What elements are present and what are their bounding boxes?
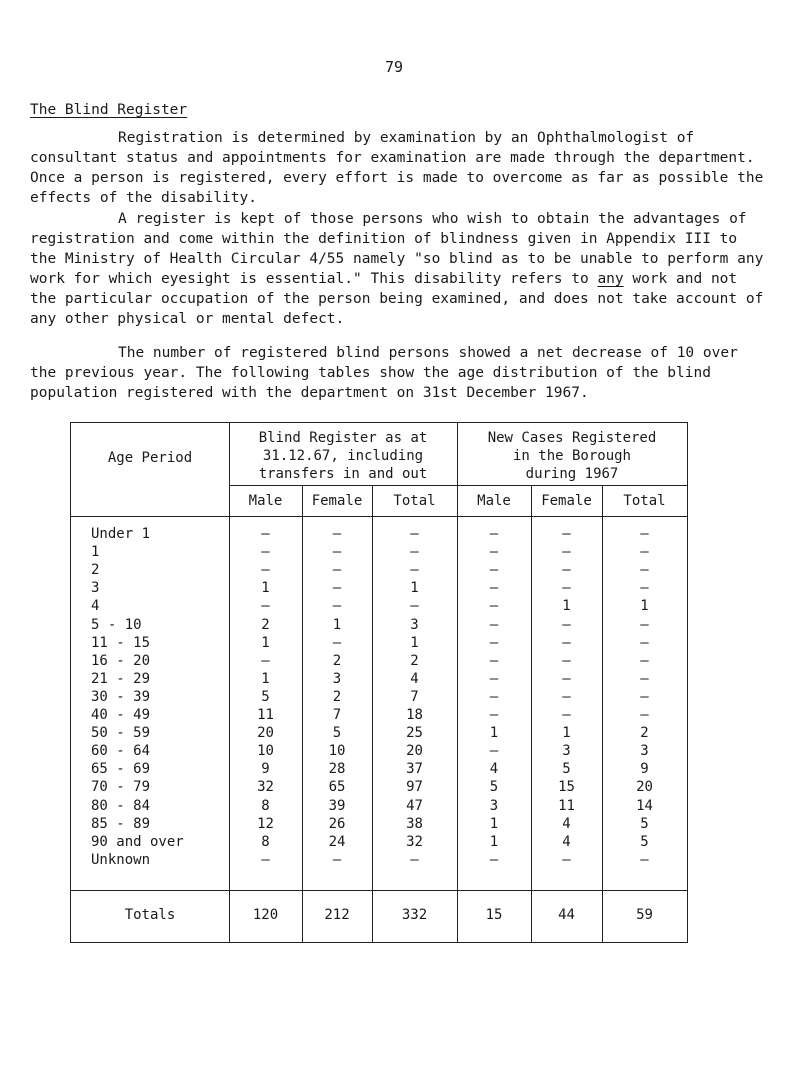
cell-new-male: 3: [489, 797, 499, 814]
col-female-header: Female: [311, 493, 363, 509]
cell-male: 10: [257, 743, 274, 760]
col-new-total-header: Total: [623, 493, 666, 509]
cell-male: 1: [261, 670, 270, 687]
total-total: 332: [401, 907, 428, 923]
age-distribution-table: [70, 422, 688, 943]
cell-new-female: –: [562, 652, 571, 669]
cell-age-period: 16 - 20: [91, 652, 151, 669]
cell-new-male: –: [489, 526, 499, 542]
cell-age-period: 2: [91, 562, 100, 579]
cell-total: –: [410, 598, 419, 615]
cell-female: 28: [328, 761, 346, 778]
cell-new-female: 4: [562, 815, 571, 832]
cell-total: 97: [406, 779, 423, 796]
cell-new-total: –: [640, 707, 649, 723]
table-row: [71, 834, 687, 851]
cell-new-male: –: [489, 707, 499, 723]
cell-total: 18: [406, 707, 423, 723]
cell-male: –: [261, 851, 270, 868]
table-row: [71, 526, 687, 543]
cell-new-female: 4: [562, 833, 571, 850]
cell-total: 3: [410, 616, 419, 633]
cell-female: 2: [332, 652, 342, 669]
total-new-female: 44: [558, 907, 575, 923]
new-cases-header: [457, 429, 687, 483]
cell-female: 10: [328, 743, 346, 760]
cell-age-period: 5 - 10: [91, 616, 142, 633]
cell-female: 39: [328, 797, 346, 814]
col-total-header: Total: [393, 493, 436, 509]
cell-new-male: 1: [489, 815, 499, 832]
cell-total: 20: [406, 743, 423, 760]
cell-new-male: –: [489, 670, 499, 687]
cell-new-total: 20: [636, 779, 653, 796]
table-row: [71, 725, 687, 742]
cell-new-total: –: [640, 616, 649, 633]
cell-male: 32: [257, 779, 274, 796]
cell-new-total: –: [640, 562, 649, 579]
cell-male: 8: [261, 797, 270, 814]
cell-new-female: 5: [562, 761, 571, 778]
cell-male: 1: [261, 580, 270, 597]
cell-new-female: –: [562, 616, 571, 633]
cell-total: 25: [406, 725, 423, 742]
cell-male: 12: [257, 815, 274, 832]
cell-male: 1: [261, 634, 270, 651]
cell-new-male: 4: [489, 761, 499, 778]
table-row: [71, 707, 687, 724]
cell-new-male: –: [489, 634, 499, 651]
header-line: New Cases Registered: [487, 430, 657, 446]
header-line: 31.12.67, including: [262, 448, 424, 464]
paragraph-registration: Registration is determined by examination by an Ophthalmologist of consultant status and appointments for examination are made through the department. Once a person is registered, every effort is made to overcome as far as possible the effects of the disability.: [30, 130, 764, 206]
cell-new-male: 5: [489, 779, 499, 796]
cell-new-total: –: [640, 526, 649, 542]
table-row: [71, 689, 687, 706]
cell-new-female: –: [562, 580, 571, 597]
cell-female: 7: [332, 707, 342, 723]
table-row: [71, 798, 687, 815]
cell-new-total: –: [640, 851, 649, 868]
cell-age-period: 70 - 79: [91, 779, 151, 796]
cell-female: 2: [332, 688, 342, 705]
cell-age-period: 4: [91, 598, 100, 615]
cell-female: –: [332, 851, 342, 868]
cell-male: 11: [257, 707, 274, 723]
cell-new-total: 14: [636, 797, 653, 814]
cell-female: 24: [328, 833, 346, 850]
cell-male: –: [261, 598, 270, 615]
cell-age-period: 3: [91, 580, 100, 597]
cell-new-female: 1: [562, 598, 571, 615]
cell-new-total: –: [640, 688, 649, 705]
cell-total: 2: [410, 652, 419, 669]
cell-new-male: –: [489, 652, 499, 669]
table-row: [71, 580, 687, 597]
cell-age-period: 11 - 15: [91, 634, 151, 651]
paragraph-text-part: A register is kept of those persons who wish to obtain the advantages of registration and come within the definition of blindness given in Appendix III to the Ministry of Health Circular 4/55 namely "so blind as to be unable to perform any work for which eyesight is essential." This disability refers to: [30, 211, 764, 287]
table-divider: [71, 890, 687, 891]
cell-new-male: –: [489, 616, 499, 633]
table-divider: [71, 516, 687, 517]
cell-age-period: 85 - 89: [91, 815, 151, 832]
cell-new-male: –: [489, 562, 499, 579]
cell-male: 2: [261, 616, 270, 633]
cell-female: –: [332, 580, 342, 597]
col-new-male-header: Male: [477, 493, 511, 509]
cell-new-female: –: [562, 688, 571, 705]
header-line: in the Borough: [512, 448, 631, 464]
cell-male: 9: [261, 761, 270, 778]
cell-male: 20: [257, 725, 274, 742]
table-row: [71, 598, 687, 615]
page-number: 79: [385, 58, 404, 76]
cell-age-period: Under 1: [91, 526, 151, 542]
cell-new-female: 15: [558, 779, 575, 796]
cell-female: 5: [332, 725, 342, 742]
cell-female: –: [332, 562, 342, 579]
cell-new-female: –: [562, 544, 571, 561]
cell-new-male: 1: [489, 833, 499, 850]
totals-row: [71, 905, 687, 925]
cell-total: 7: [410, 688, 419, 705]
cell-new-total: 9: [640, 761, 649, 778]
table-row: [71, 779, 687, 796]
cell-age-period: 65 - 69: [91, 761, 151, 778]
cell-female: 1: [332, 616, 342, 633]
table-row: [71, 743, 687, 760]
cell-male: –: [261, 526, 270, 542]
cell-new-male: –: [489, 851, 499, 868]
cell-male: 5: [261, 688, 270, 705]
table-row: [71, 852, 687, 869]
paragraph-text-part: work and not the particular occupation of the person being examined, and does not take account of any other physical or mental defect.: [30, 271, 764, 327]
cell-new-male: –: [489, 580, 499, 597]
cell-male: 8: [261, 833, 270, 850]
paragraph-net-decrease: The number of registered blind persons showed a net decrease of 10 over the previous year. The following tables show the age distribution of the blind population registered with the department on 31st December 1967.: [30, 345, 738, 401]
cell-age-period: 21 - 29: [91, 670, 151, 687]
cell-female: –: [332, 526, 342, 542]
total-male: 120: [252, 907, 279, 923]
cell-new-male: –: [489, 598, 499, 615]
cell-total: –: [410, 526, 419, 542]
col-new-female-header: Female: [541, 493, 592, 509]
total-female: 212: [324, 907, 350, 923]
cell-new-total: 2: [640, 725, 649, 742]
cell-age-period: 80 - 84: [91, 797, 151, 814]
header-line: during 1967: [525, 466, 619, 482]
cell-new-total: –: [640, 652, 649, 669]
blind-register-header: [229, 429, 457, 483]
table-row: [71, 653, 687, 670]
section-heading: The Blind Register: [30, 102, 188, 118]
cell-new-male: –: [489, 688, 499, 705]
cell-new-total: –: [640, 544, 649, 561]
table-row: [71, 562, 687, 579]
cell-female: –: [332, 544, 342, 561]
cell-new-total: 3: [640, 743, 649, 760]
cell-total: 1: [410, 634, 419, 651]
cell-female: 26: [328, 815, 346, 832]
cell-male: –: [261, 652, 270, 669]
cell-new-total: –: [640, 670, 649, 687]
header-line: transfers in and out: [258, 466, 428, 482]
cell-new-female: –: [562, 634, 571, 651]
cell-new-total: 1: [640, 598, 649, 615]
paragraph-register-definition: [30, 209, 770, 329]
table-row: [71, 761, 687, 778]
cell-new-total: –: [640, 580, 649, 597]
cell-total: 47: [406, 797, 423, 814]
cell-male: –: [261, 544, 270, 561]
cell-new-female: –: [562, 562, 571, 579]
cell-male: –: [261, 562, 270, 579]
table-row: [71, 544, 687, 561]
cell-female: 3: [332, 670, 342, 687]
cell-age-period: Unknown: [91, 851, 151, 868]
cell-age-period: 60 - 64: [91, 743, 151, 760]
cell-female: –: [332, 634, 342, 651]
cell-total: –: [410, 544, 419, 561]
totals-label: Totals: [124, 907, 176, 923]
cell-female: –: [332, 598, 342, 615]
table-row: [71, 617, 687, 634]
cell-new-male: –: [489, 743, 499, 760]
cell-new-female: –: [562, 526, 571, 542]
table-row: [71, 635, 687, 652]
cell-total: 37: [406, 761, 423, 778]
cell-age-period: 40 - 49: [91, 707, 151, 723]
table-row: [71, 671, 687, 688]
cell-new-total: –: [640, 634, 649, 651]
age-period-header: Age Period: [107, 450, 193, 466]
cell-new-female: 11: [558, 797, 575, 814]
total-new-total: 59: [636, 907, 653, 923]
header-line: Blind Register as at: [258, 430, 428, 446]
cell-new-total: 5: [640, 833, 649, 850]
cell-age-period: 90 and over: [91, 833, 184, 850]
col-male-header: Male: [248, 493, 283, 509]
cell-new-total: 5: [640, 815, 649, 832]
cell-female: 65: [328, 779, 346, 796]
cell-total: 38: [406, 815, 423, 832]
cell-age-period: 1: [91, 544, 100, 561]
cell-new-female: 3: [562, 743, 571, 760]
cell-total: 4: [410, 670, 419, 687]
cell-new-female: 1: [562, 725, 571, 742]
cell-total: –: [410, 562, 419, 579]
underlined-word: any: [597, 271, 624, 287]
cell-age-period: 50 - 59: [91, 725, 151, 742]
cell-total: –: [410, 851, 419, 868]
cell-new-female: –: [562, 670, 571, 687]
cell-new-female: –: [562, 707, 571, 723]
total-new-male: 15: [485, 907, 503, 923]
cell-age-period: 30 - 39: [91, 688, 151, 705]
cell-new-female: –: [562, 851, 571, 868]
cell-new-male: –: [489, 544, 499, 561]
cell-new-male: 1: [489, 725, 499, 742]
table-row: [71, 816, 687, 833]
cell-total: 32: [406, 833, 423, 850]
table-divider: [229, 485, 687, 486]
cell-total: 1: [410, 580, 419, 597]
